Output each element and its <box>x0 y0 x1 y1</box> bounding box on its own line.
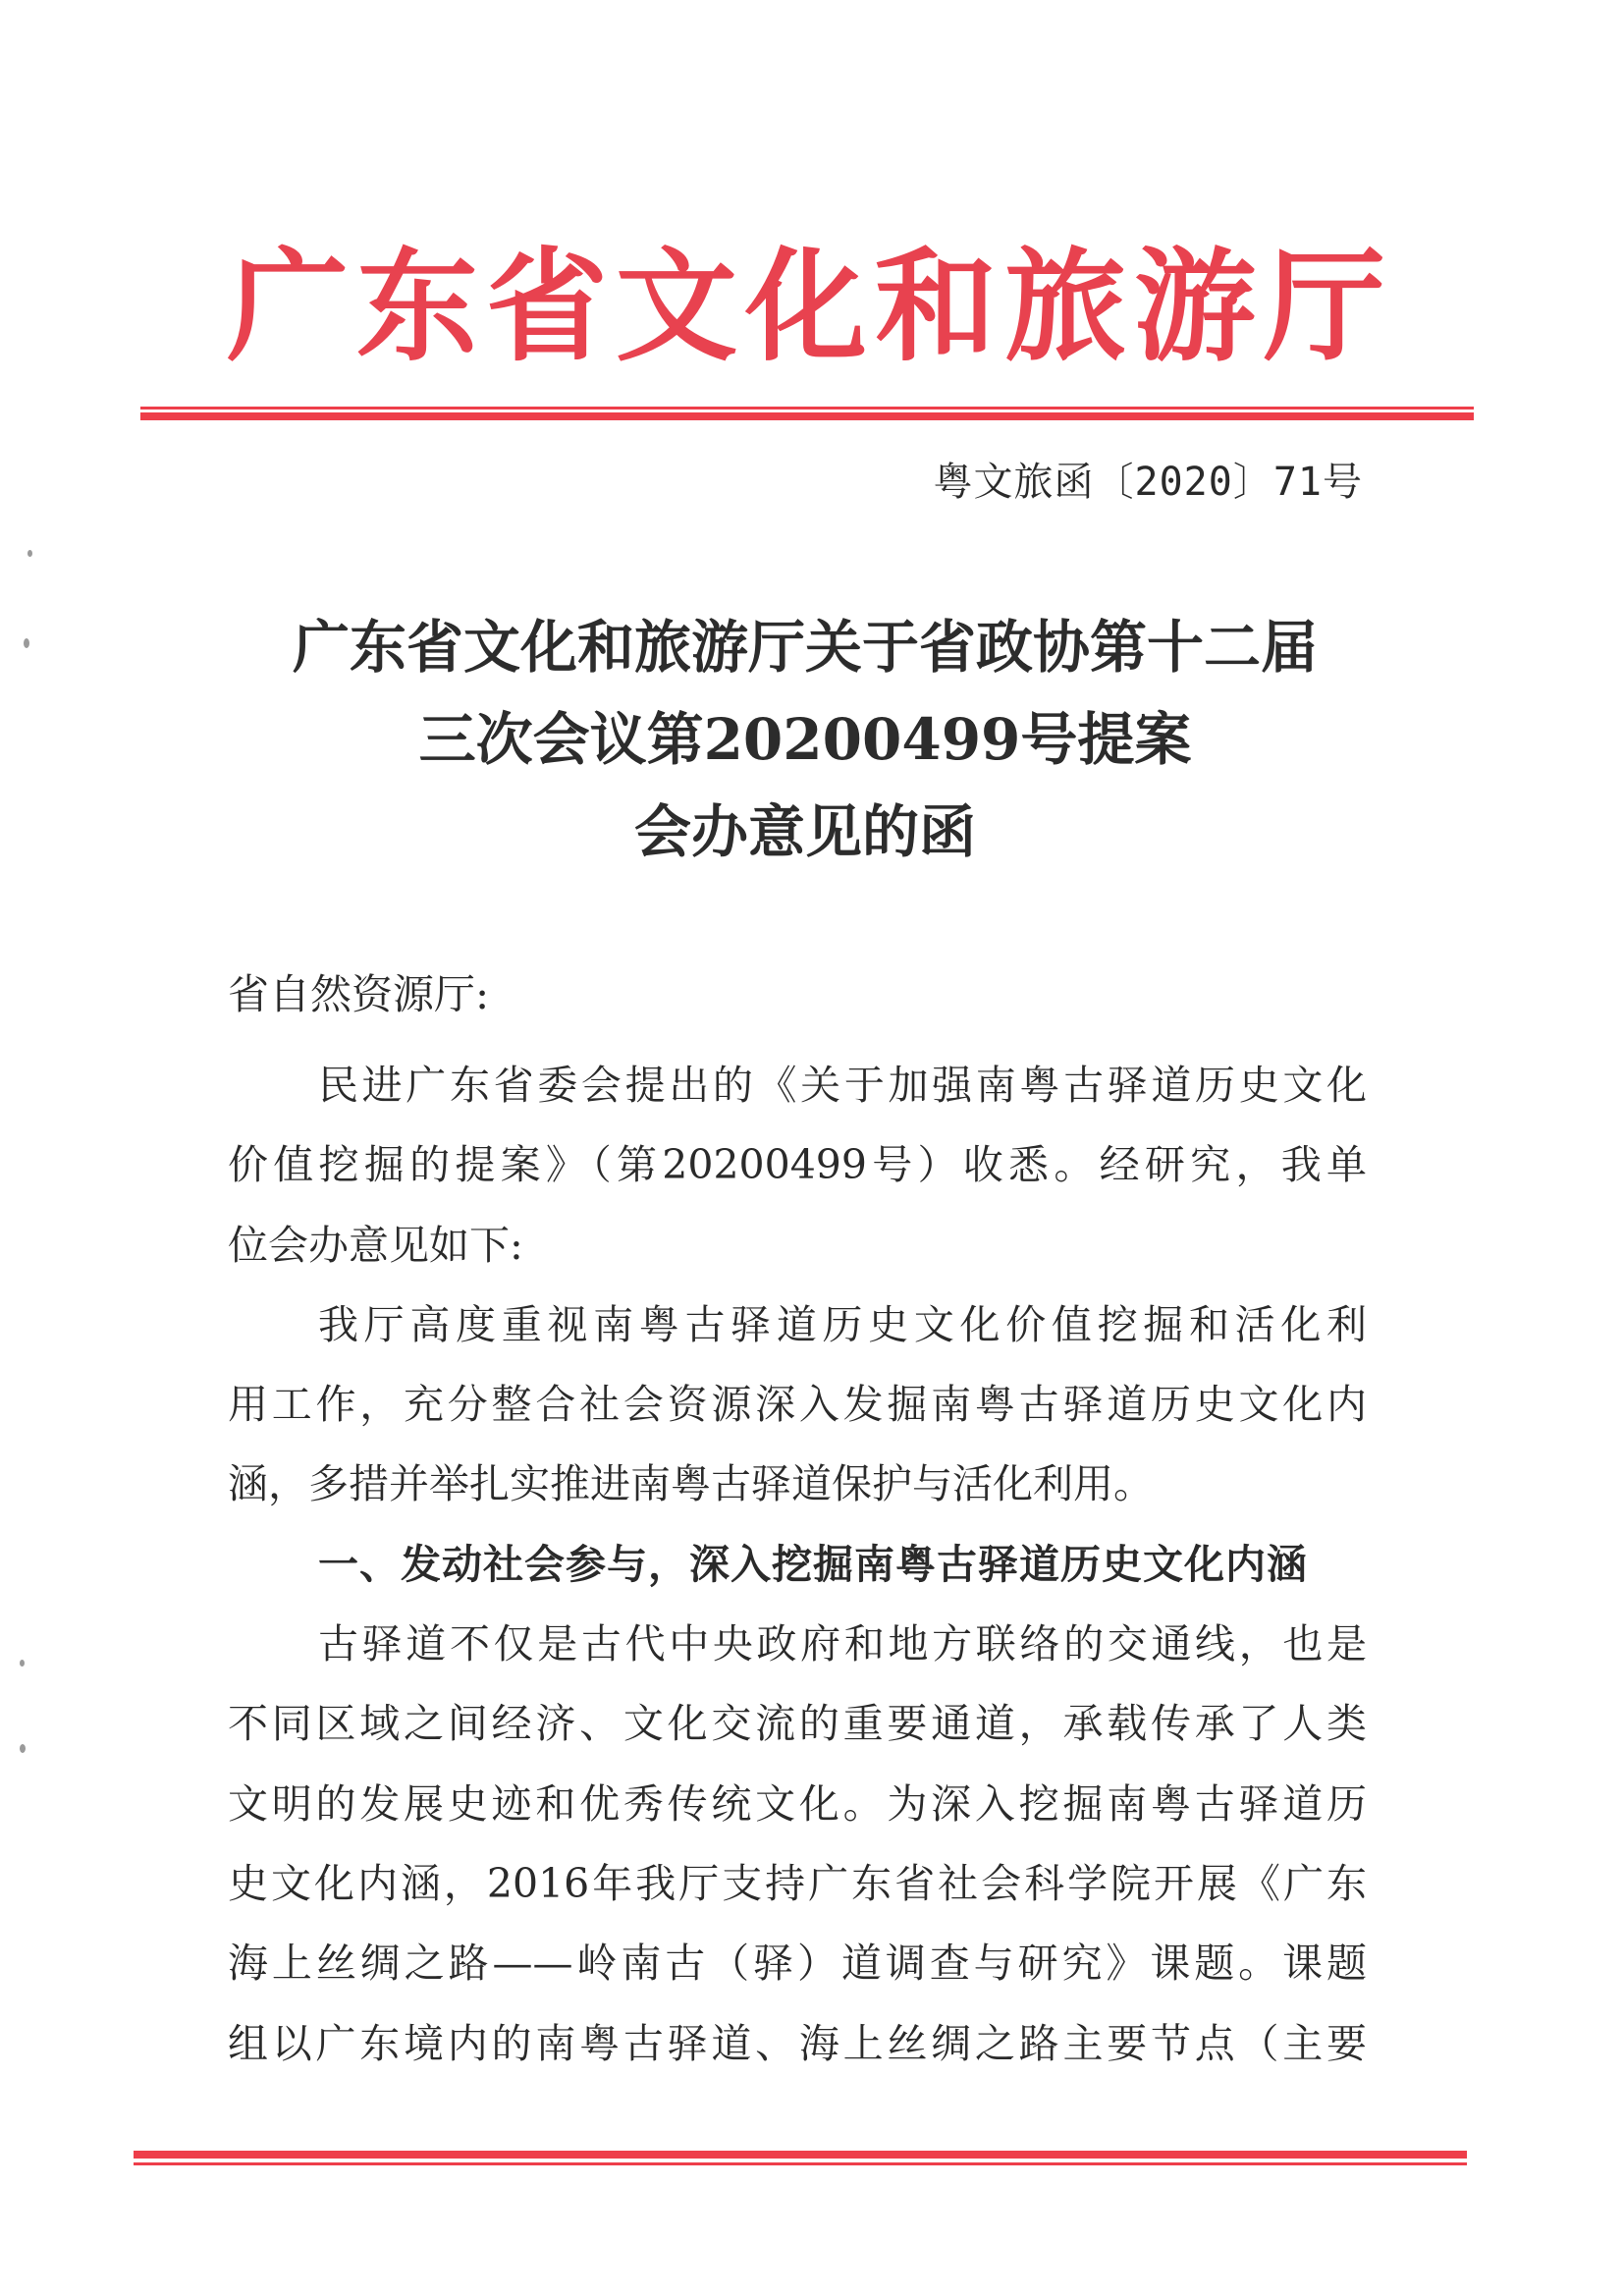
body-line: 用工作，充分整合社会资源深入发掘南粤古驿道历史文化内 <box>228 1381 1367 1429</box>
body-line: 史文化内涵，2016年我厅支持广东省社会科学院开展《广东 <box>228 1859 1367 1907</box>
body-line: 海上丝绸之路——岭南古（驿）道调查与研究》课题。课题 <box>228 1940 1367 1988</box>
body-line: 组以广东境内的南粤古驿道、海上丝绸之路主要节点（主要 <box>228 2019 1367 2067</box>
body-line: 古驿道不仅是古代中央政府和地方联络的交通线，也是 <box>318 1620 1367 1668</box>
letterhead-red-rule-thin <box>140 407 1474 410</box>
body-line: 涵，多措并举扎实推进南粤古驿道保护与活化利用。 <box>228 1460 1154 1508</box>
footer-red-rule-thin <box>134 2162 1467 2165</box>
section-heading: 一、发动社会参与，深入挖掘南粤古驿道历史文化内涵 <box>318 1540 1308 1588</box>
body-line: 不同区域之间经济、文化交流的重要通道，承载传承了人类 <box>228 1700 1367 1748</box>
letterhead-issuer: 广东省文化和旅游厅 <box>226 236 1393 378</box>
body-line: 文明的发展史迹和优秀传统文化。为深入挖掘南粤古驿道历 <box>228 1779 1367 1828</box>
title-line-1: 广东省文化和旅游厅关于省政协第十二届 <box>292 614 1318 681</box>
body-line: 价值挖掘的提案》（第20200499号）收悉。经研究，我单 <box>228 1141 1367 1189</box>
title-line-3: 会办意见的函 <box>633 798 976 865</box>
document-title <box>147 601 1463 878</box>
letterhead-red-rule-thick <box>140 412 1474 420</box>
document-number: 粤文旅函〔2020〕71号 <box>933 460 1363 505</box>
scan-speck <box>20 1660 25 1667</box>
scan-speck <box>27 550 32 557</box>
body-text <box>228 1046 1367 2084</box>
addressee: 省自然资源厅: <box>228 970 490 1018</box>
footer-red-rule-thick <box>134 2151 1467 2159</box>
scan-speck <box>20 1744 26 1753</box>
scan-speck <box>24 638 29 648</box>
title-line-2: 三次会议第20200499号提案 <box>418 706 1192 773</box>
body-line: 位会办意见如下: <box>228 1221 523 1269</box>
body-line: 民进广东省委会提出的《关于加强南粤古驿道历史文化 <box>318 1062 1367 1109</box>
body-line: 我厅高度重视南粤古驿道历史文化价值挖掘和活化利 <box>318 1300 1367 1348</box>
